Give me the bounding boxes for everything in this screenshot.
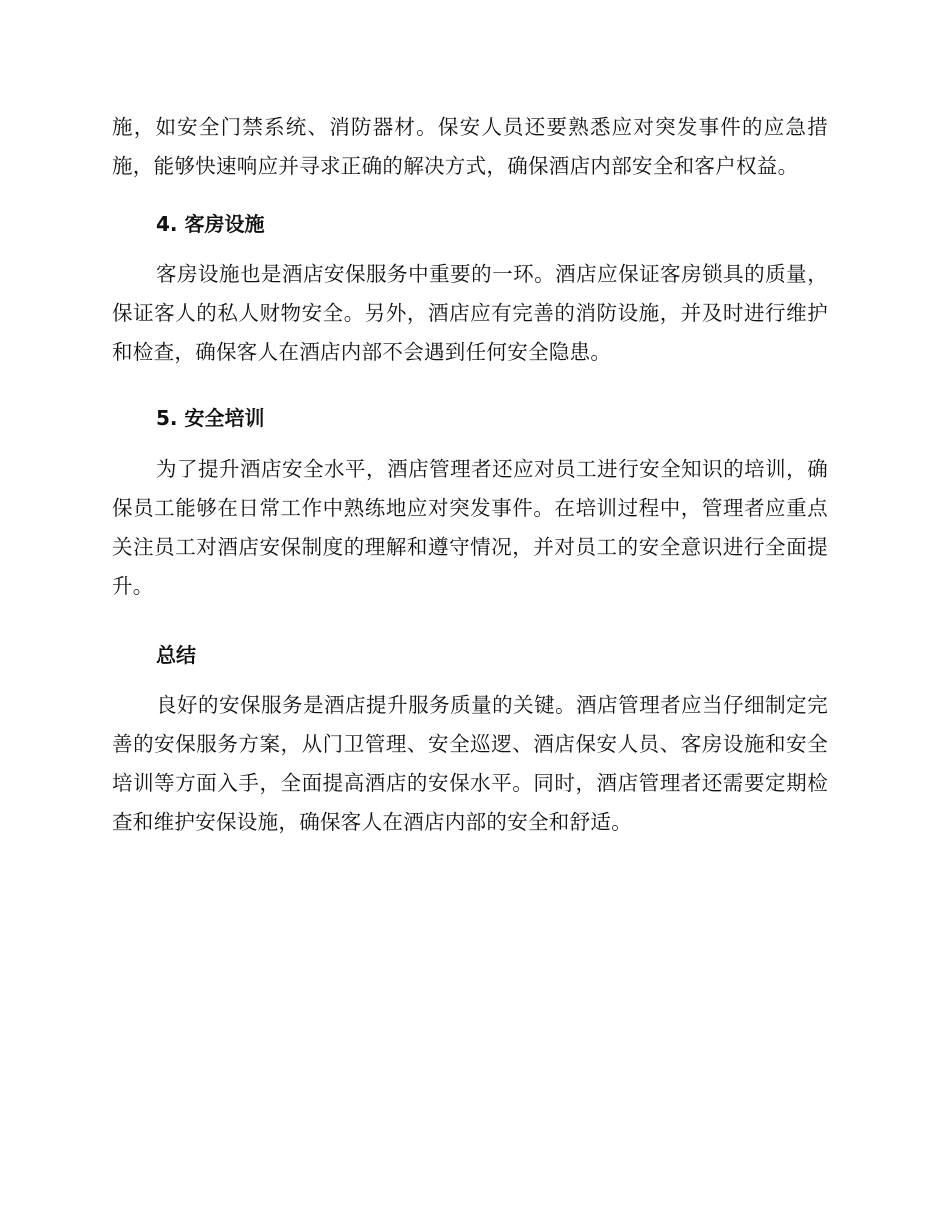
section-heading-summary: 总结 <box>156 643 196 667</box>
section-body-safety-training: 为了提升酒店安全水平，酒店管理者还应对员工进行安全知识的培训，确保员工能够在日常工作中熟练地应对突发事件。在培训过程中，管理者应重点关注员工对酒店安保制度的理解和遵守情况，并对员工的安全意识进行全面提升。 <box>112 457 828 598</box>
section-body-room-facilities: 客房设施也是酒店安保服务中重要的一环。酒店应保证客房锁具的质量，保证客人的私人财物安全。另外，酒店应有完善的消防设施，并及时进行维护和检查，确保客人在酒店内部不会遇到任何安全隐患。 <box>112 262 828 364</box>
section-body-summary: 良好的安保服务是酒店提升服务质量的关键。酒店管理者应当仔细制定完善的安保服务方案，从门卫管理、安全巡逻、酒店保安人员、客房设施和安全培训等方面入手，全面提高酒店的安保水平。同时，酒店管理者还需要定期检查和维护安保设施，确保客人在酒店内部的安全和舒适。 <box>112 693 828 834</box>
continuation-paragraph: 施，如安全门禁系统、消防器材。保安人员还要熟悉应对突发事件的应急措施，能够快速响应并寻求正确的解决方式，确保酒店内部安全和客户权益。 <box>112 115 828 178</box>
section-heading-safety-training: 5. 安全培训 <box>156 406 265 430</box>
section-heading-room-facilities: 4. 客房设施 <box>156 212 265 236</box>
